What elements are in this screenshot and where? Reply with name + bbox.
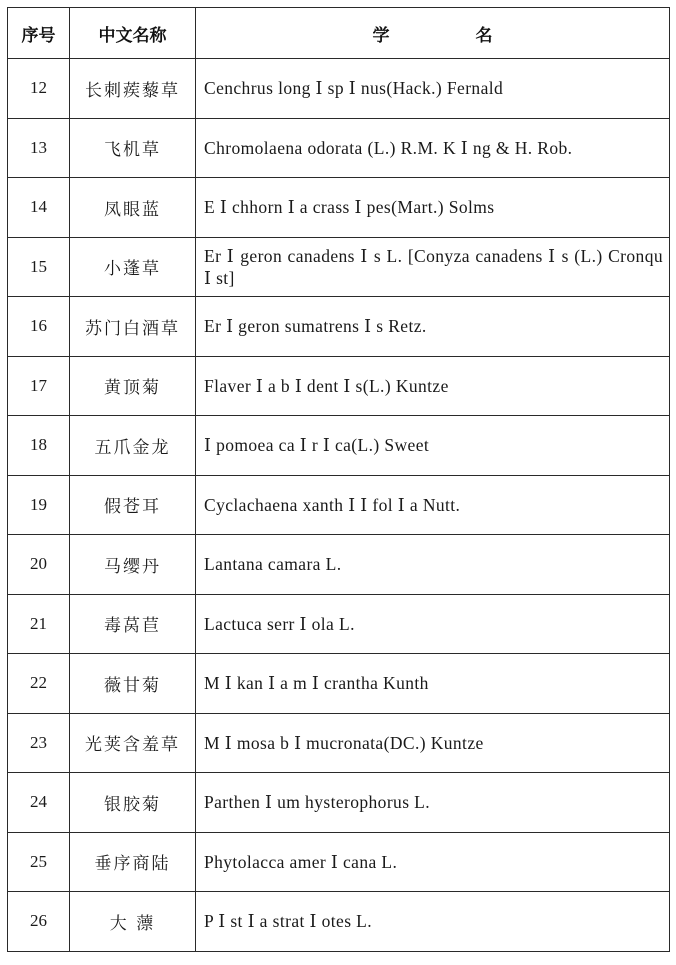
row-number: 13 [8,118,70,178]
row-chinese-name: 假苍耳 [70,475,196,535]
header-chinese-name: 中文名称 [70,8,196,59]
row-chinese-name: 苏门白酒草 [70,297,196,357]
row-number: 25 [8,832,70,892]
table-row [8,892,670,952]
table-row [8,535,670,595]
header-number: 序号 [8,8,70,59]
row-number: 18 [8,416,70,476]
row-chinese-name: 五爪金龙 [70,416,196,476]
row-number: 19 [8,475,70,535]
row-chinese-name: 黄顶菊 [70,356,196,416]
row-scientific-name: M Ⅰ mosa b Ⅰ mucronata(DC.) Kuntze [196,713,670,773]
row-scientific-name: Er Ⅰ geron sumatrens Ⅰ s Retz. [196,297,670,357]
row-chinese-name: 银胶菊 [70,773,196,833]
row-chinese-name: 光荚含羞草 [70,713,196,773]
row-scientific-name: Parthen Ⅰ um hysterophorus L. [196,773,670,833]
row-scientific-name: M Ⅰ kan Ⅰ a m Ⅰ crantha Kunth [196,654,670,714]
table-row [8,297,670,357]
row-number: 24 [8,773,70,833]
table-row [8,416,670,476]
row-chinese-name: 薇甘菊 [70,654,196,714]
table-row [8,773,670,833]
species-table [7,7,670,952]
table-row [8,356,670,416]
row-chinese-name: 垂序商陆 [70,832,196,892]
table-row [8,118,670,178]
row-number: 17 [8,356,70,416]
table-row [8,237,670,297]
row-chinese-name: 马缨丹 [70,535,196,595]
row-chinese-name: 毒莴苣 [70,594,196,654]
row-number: 22 [8,654,70,714]
row-chinese-name: 大 薸 [70,892,196,952]
row-scientific-name: Er Ⅰ geron canadens Ⅰ s L. [Conyza canadens Ⅰ s (L.) Cronqu Ⅰ st] [196,237,670,297]
table-row [8,475,670,535]
table-row [8,178,670,238]
row-number: 26 [8,892,70,952]
table-row [8,713,670,773]
row-number: 15 [8,237,70,297]
row-scientific-name: Ⅰ pomoea ca Ⅰ r Ⅰ ca(L.) Sweet [196,416,670,476]
row-chinese-name: 凤眼蓝 [70,178,196,238]
row-scientific-name: Lantana camara L. [196,535,670,595]
row-scientific-name: Lactuca serr Ⅰ ola L. [196,594,670,654]
row-scientific-name: Cyclachaena xanth Ⅰ Ⅰ fol Ⅰ a Nutt. [196,475,670,535]
row-scientific-name: P Ⅰ st Ⅰ a strat Ⅰ otes L. [196,892,670,952]
row-number: 14 [8,178,70,238]
row-chinese-name: 飞机草 [70,118,196,178]
table-row [8,594,670,654]
row-scientific-name: Cenchrus long Ⅰ sp Ⅰ nus(Hack.) Fernald [196,59,670,119]
row-number: 20 [8,535,70,595]
table-row [8,654,670,714]
row-scientific-name: Chromolaena odorata (L.) R.M. K Ⅰ ng & H. Rob. [196,118,670,178]
row-scientific-name: E Ⅰ chhorn Ⅰ a crass Ⅰ pes(Mart.) Solms [196,178,670,238]
row-number: 12 [8,59,70,119]
row-number: 21 [8,594,70,654]
row-number: 23 [8,713,70,773]
header-row [8,8,670,59]
table-row [8,832,670,892]
row-chinese-name: 长刺蒺藜草 [70,59,196,119]
row-number: 16 [8,297,70,357]
table-body [8,59,670,952]
header-scientific-name: 学 名 [196,8,670,59]
table-header [8,8,670,59]
table-row [8,59,670,119]
row-chinese-name: 小蓬草 [70,237,196,297]
row-scientific-name: Flaver Ⅰ a b Ⅰ dent Ⅰ s(L.) Kuntze [196,356,670,416]
row-scientific-name: Phytolacca amer Ⅰ cana L. [196,832,670,892]
